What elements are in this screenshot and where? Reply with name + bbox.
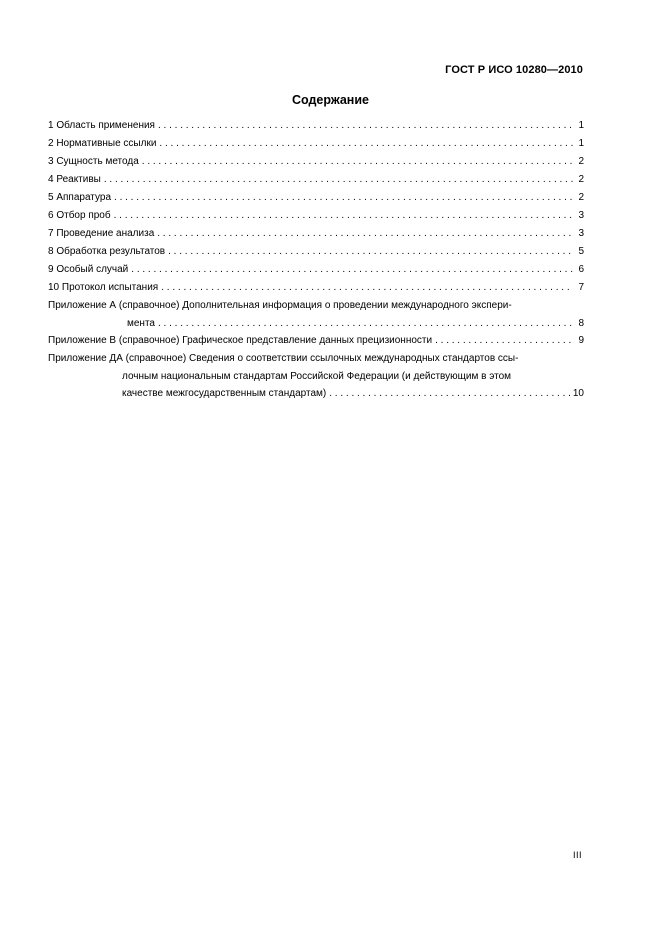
toc-item[interactable] <box>48 117 584 135</box>
toc-item-title: 2 Нормативные ссылки <box>48 138 157 149</box>
toc-item[interactable] <box>48 279 584 297</box>
toc-item-page: 3 <box>578 210 584 221</box>
toc-annex-a[interactable] <box>48 297 584 332</box>
toc-item-title: 6 Отбор проб <box>48 210 111 221</box>
leader-dots <box>168 243 573 261</box>
leader-dots <box>158 117 573 135</box>
toc-annex-da[interactable] <box>48 350 584 403</box>
leader-dots <box>142 153 573 171</box>
toc-item-page: 1 <box>578 120 584 131</box>
toc-item-page: 2 <box>578 192 584 203</box>
leader-dots <box>435 332 573 350</box>
leader-dots <box>131 261 573 279</box>
toc-item-page: 6 <box>578 264 584 275</box>
toc-item-title: 3 Сущность метода <box>48 156 139 167</box>
leader-dots <box>158 315 573 333</box>
toc-annex-da-title-end: качестве межгосударственным стандартам) <box>122 388 327 399</box>
toc-item-title: 1 Область применения <box>48 120 155 131</box>
toc-item-title: 5 Аппаратура <box>48 192 112 203</box>
leader-dots <box>157 225 573 243</box>
table-of-contents <box>48 117 584 403</box>
document-code: ГОСТ Р ИСО 10280—2010 <box>445 64 583 76</box>
toc-item-title: 4 Реактивы <box>48 174 101 185</box>
toc-annex-da-title: Приложение ДА (справочное) Сведения о соответствии ссылочных международных стандартов ссы- <box>48 353 519 364</box>
toc-item-page: 9 <box>578 335 584 346</box>
toc-annex-b[interactable] <box>48 332 584 350</box>
toc-item-page: 8 <box>578 317 584 329</box>
toc-item[interactable] <box>48 135 584 153</box>
leader-dots <box>114 189 573 207</box>
toc-annex-a-title-cont: мента <box>127 317 155 329</box>
leader-dots <box>104 171 573 189</box>
toc-item-page: 3 <box>578 228 584 239</box>
leader-dots <box>114 207 573 225</box>
toc-item[interactable] <box>48 261 584 279</box>
toc-item-title: 9 Особый случай <box>48 264 129 275</box>
toc-item-page: 10 <box>572 388 584 399</box>
toc-annex-b-title: Приложение В (справочное) Графическое представление данных прецизионности <box>48 335 433 346</box>
leader-dots <box>161 279 573 297</box>
toc-item[interactable] <box>48 243 584 261</box>
page-number: III <box>572 850 582 860</box>
toc-annex-da-title-cont: лочным национальным стандартам Российской Федерации (и действующим в этом <box>122 370 511 382</box>
leader-dots <box>329 385 570 403</box>
leader-dots <box>159 135 573 153</box>
page-title: Содержание <box>291 93 369 107</box>
toc-item-page: 1 <box>578 138 584 149</box>
toc-annex-a-title: Приложение А (справочное) Дополнительная информация о проведении международного экспери- <box>48 300 512 311</box>
toc-item-page: 2 <box>578 174 584 185</box>
toc-item-page: 7 <box>578 282 584 293</box>
toc-item-title: 7 Проведение анализа <box>48 228 155 239</box>
toc-item-page: 5 <box>578 246 584 257</box>
toc-item[interactable] <box>48 225 584 243</box>
toc-item[interactable] <box>48 171 584 189</box>
toc-item[interactable] <box>48 189 584 207</box>
toc-item-page: 2 <box>578 156 584 167</box>
toc-item[interactable] <box>48 153 584 171</box>
toc-item[interactable] <box>48 207 584 225</box>
toc-item-title: 8 Обработка результатов <box>48 246 166 257</box>
toc-item-title: 10 Протокол испытания <box>48 282 159 293</box>
